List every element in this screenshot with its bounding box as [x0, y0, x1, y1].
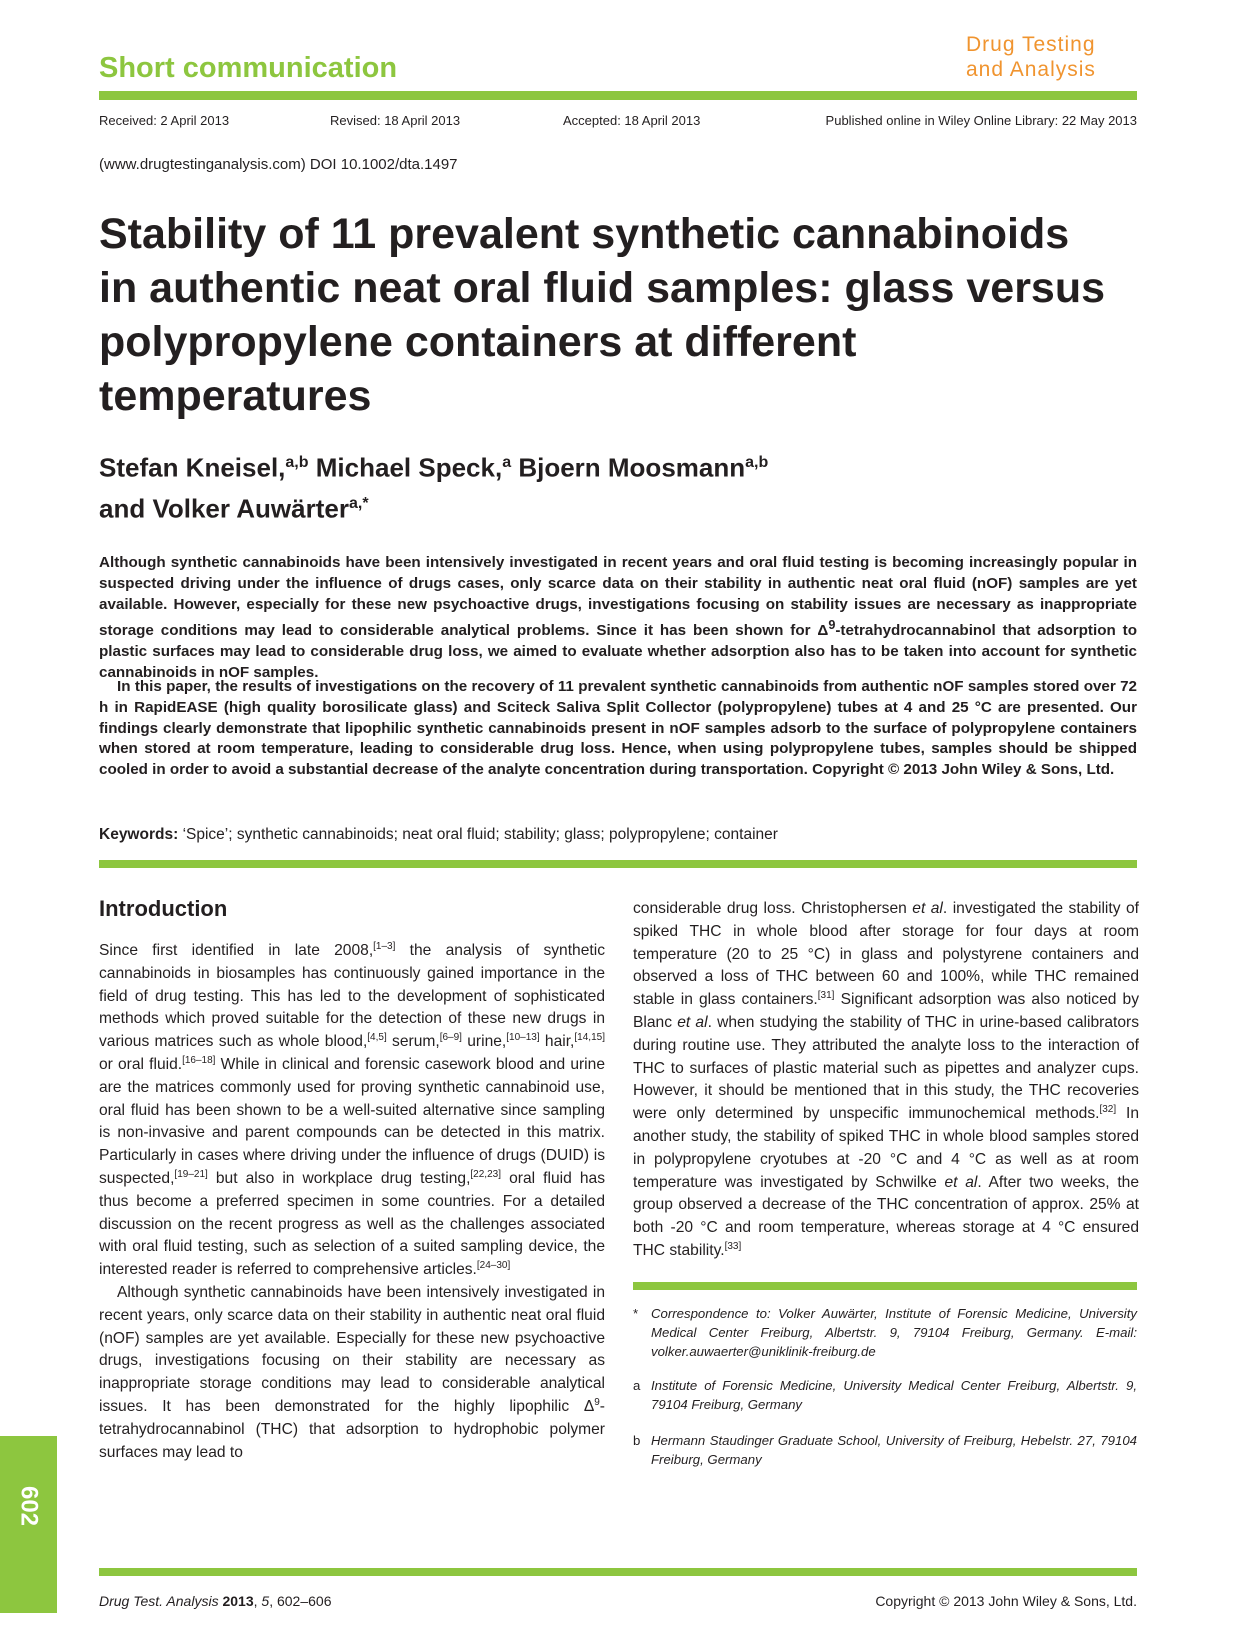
abstract-paragraph-1	[99, 553, 1137, 684]
keywords-list: ‘Spice’; synthetic cannabinoids; neat oral fluid; stability; glass; polypropylene; container	[182, 826, 778, 843]
keywords	[99, 826, 1137, 844]
citation-superscript: [31]	[817, 990, 835, 1001]
author-list	[99, 445, 768, 526]
author-affiliation: a	[502, 454, 512, 471]
body-paragraph	[633, 898, 1139, 1263]
author-line-2	[99, 486, 768, 527]
received-date: Received: 2 April 2013	[99, 113, 230, 128]
abstract-text: -tetrahydrocannabinol that adsorption to plastic surfaces may lead to considerable drug loss, we aimed to evaluate whether adsorption also has to be taken into account for synthetic cannabinoids in nOF samples.	[99, 622, 1137, 682]
body-text: Although synthetic cannabinoids have been intensively investigated in recent years, only scarce data on their stability in authentic neat oral fluid (nOF) samples are yet available. Especially for these new psychoactive drugs, investigations focusing on their stability are necessary as inappropriate storage conditions may lead to considerable analytical issues. It has been demonstrated for the highly lipophilic Δ	[99, 1283, 605, 1415]
citation-superscript: [14,15]	[574, 1032, 605, 1043]
article-title: Stability of 11 prevalent synthetic cannabinoids in authentic neat oral fluid samples: glass versus polypropylene containers at different temperatures	[99, 210, 1106, 420]
accepted-date: Accepted: 18 April 2013	[563, 113, 701, 128]
citation-superscript: [24–30]	[476, 1259, 511, 1271]
body-text: considerable drug loss. Christophersen	[633, 900, 913, 917]
italic-text: et al	[944, 1173, 978, 1191]
italic-text: et al	[677, 1013, 708, 1031]
body-text: -tetrahydrocannabinol (THC) that adsorption to hydrophobic polymer surfaces may lead to	[99, 1397, 605, 1461]
footnote-mark: b	[633, 1433, 641, 1448]
citation-superscript: [10–13]	[506, 1032, 540, 1043]
body-text: Significant adsorption was also noticed by Blanc	[633, 991, 1139, 1031]
citation-superscript: [33]	[724, 1240, 742, 1252]
body-text: the analysis of synthetic cannabinoids in biosamples has continuously gained importance in the field of drug testing. This has led to the development of sophisticated methods which proved suitable for the detection of these new drugs in various matrices such as whole blood,	[99, 942, 606, 1051]
body-text: but also in workplace drug testing,	[207, 1169, 471, 1187]
footnote-rule	[633, 1282, 1137, 1290]
citation-superscript: [6–9]	[439, 1032, 462, 1043]
author-line-1	[99, 445, 768, 486]
abstract-superscript: 9	[828, 618, 836, 633]
citation-superscript: [32]	[1099, 1103, 1117, 1115]
doi-line[interactable]: (www.drugtestinganalysis.com) DOI 10.1002/dta.1497	[99, 156, 458, 173]
author-name: Michael Speck,	[315, 452, 503, 483]
header-rule	[99, 91, 1137, 100]
body-paragraph	[99, 940, 605, 1282]
revised-date: Revised: 18 April 2013	[330, 113, 461, 128]
footnote-text: Institute of Forensic Medicine, University Medical Center Freiburg, Albertstr. 9, 79104 Freiburg, Germany	[651, 1378, 1137, 1412]
footer-rule	[99, 1568, 1137, 1576]
body-text: In another study, the stability of spiked THC in whole blood samples stored in polypropylene cryotubes at -20 °C and 4 °C as well as at room temperature was investigated by Schwilke	[633, 1105, 1139, 1191]
footer-pages: , 602–606	[269, 1593, 332, 1609]
footer-copyright: Copyright © 2013 John Wiley & Sons, Ltd.	[875, 1593, 1137, 1609]
footnote-text: Correspondence to: Volker Auwärter, Institute of Forensic Medicine, University Medical Center Freiburg, Albertstr. 9, 79104 Freiburg, Germany. E-mail: volker.auwaerter@uniklinik-freiburg.de	[651, 1306, 1137, 1359]
body-text: serum,	[386, 1033, 440, 1051]
citation-superscript: [22,23]	[470, 1168, 501, 1180]
published-date: Published online in Wiley Online Library: 22 May 2013	[825, 113, 1137, 128]
citation-superscript: 9	[594, 1396, 600, 1408]
page-number: 602	[15, 1485, 43, 1527]
author-affiliation: a,*	[348, 494, 369, 512]
author-name: and Volker Auwärter	[99, 493, 349, 524]
body-text: . when studying the stability of THC in urine-based calibrators during routine use. They attributed the analyte loss to the interaction of THC to surfaces of plastic material such as pipettes and analyzer cups. However, it should be mentioned that in this study, the THC recoveries were only determined by unspecific immunochemical methods.	[633, 1013, 1139, 1123]
footnote-affiliation-a	[633, 1376, 1137, 1414]
body-text: Since first identified in late 2008,	[99, 942, 374, 959]
author-affiliation: a,b	[285, 454, 309, 471]
abstract-rule	[99, 860, 1137, 868]
citation-superscript: [4,5]	[367, 1032, 387, 1043]
footnote-mark: *	[633, 1306, 639, 1321]
section-label: Short communication	[99, 52, 398, 84]
footnote-text: Hermann Staudinger Graduate School, University of Freiburg, Hebelstr. 27, 79104 Freiburg, Germany	[651, 1433, 1137, 1467]
body-paragraph	[99, 1282, 605, 1464]
author-name: Bjoern Moosmann	[518, 452, 746, 483]
abstract-paragraph-2: In this paper, the results of investigations on the recovery of 11 prevalent synthetic cannabinoids from authentic nOF samples stored over 72 h in RapidEASE (high quality borosilicate glass) and Sciteck Saliva Split Collector (polypropylene) tubes at 4 and 25 °C are presented. Our findings clearly demonstrate that lipophilic synthetic cannabinoids present in nOF samples adsorb to the surface of polypropylene containers when stored at room temperature, leading to considerable drug loss. Hence, when using polypropylene tubes, samples should be shipped cooled in order to avoid a substantial decrease of the analyte concentration during transportation. Copyright © 2013 John Wiley & Sons, Ltd.	[99, 678, 1137, 779]
journal-logo-line2: and Analysis	[966, 58, 1096, 81]
body-text: or oral fluid.	[99, 1055, 183, 1073]
footer-year: 2013	[222, 1593, 254, 1609]
body-column-right	[633, 898, 1139, 1263]
footnote-mark: a	[633, 1378, 641, 1393]
body-text: . After two weeks, the group observed a decrease of the THC concentration of approx. 25% at both -20 °C and room temperature, whereas storage at 4 °C ensured THC stability.	[633, 1173, 1139, 1259]
italic-text: et al	[912, 900, 943, 917]
citation-superscript: [19–21]	[174, 1168, 208, 1180]
body-text: oral fluid has thus become a preferred specimen in some countries. For a detailed discussion on the recent progress as well as the challenges associated with oral fluid testing, such as selection of a suited sampling device, the interested reader is referred to comprehensive articles.	[99, 1169, 605, 1279]
body-column-left	[99, 940, 605, 1464]
journal-logo-line1: Drug Testing	[966, 33, 1096, 56]
footnote-affiliation-b	[633, 1431, 1137, 1469]
body-text: While in clinical and forensic casework blood and urine are the matrices commonly used for proving synthetic cannabinoid use, oral fluid has been shown to be a well-suited alternative since sampling is non-invasive and parent compounds can be detected in this matrix. Particularly in cases where driving under the influence of drugs (DUID) is suspected,	[99, 1055, 605, 1187]
section-heading-introduction: Introduction	[99, 896, 228, 921]
author-affiliation: a,b	[745, 454, 769, 471]
keywords-label: Keywords:	[99, 826, 179, 843]
body-text: hair,	[539, 1033, 575, 1051]
citation-superscript: [16–18]	[182, 1054, 216, 1066]
body-text: urine,	[461, 1033, 507, 1051]
journal-logo	[966, 32, 1096, 82]
footer-volume: 5	[261, 1593, 270, 1609]
abstract-text: Although synthetic cannabinoids have been intensively investigated in recent years and oral fluid testing is becoming increasingly popular in suspected driving under the influence of drugs cases, only scarce data on their stability in authentic neat oral fluid (nOF) samples are yet available. However, especially for these new psychoactive drugs, investigations focusing on stability issues are necessary as inappropriate storage conditions may lead to considerable analytical problems. Since it has been shown for Δ	[99, 554, 1137, 640]
footer-journal: Drug Test. Analysis	[99, 1593, 219, 1609]
author-name: Stefan Kneisel,	[99, 452, 286, 483]
footnote-correspondence	[633, 1304, 1137, 1361]
citation-superscript: [1–3]	[373, 940, 396, 952]
body-text: . investigated the stability of spiked THC in whole blood after storage for four days at room temperature (20 to 25 °C) in glass and polystyrene containers and observed a loss of THC between 60 and 100%, while THC remained stable in glass containers.	[633, 900, 1139, 1009]
footer-citation: Drug Test. Analysis 2013, 5, 602–606	[99, 1593, 332, 1609]
